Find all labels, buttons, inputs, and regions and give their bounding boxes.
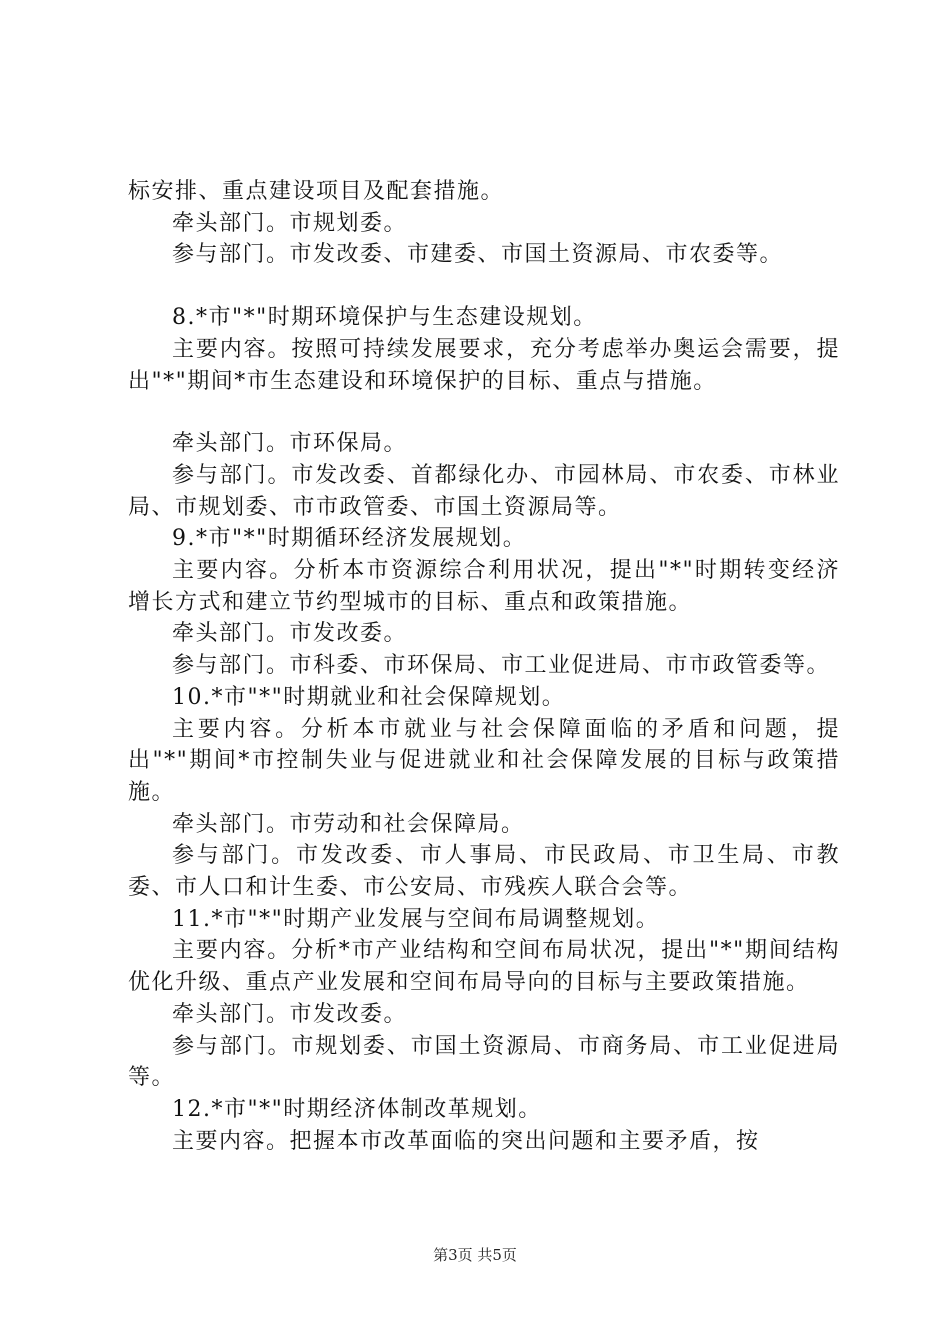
section-heading-12: 12.*市"*"时期经济体制改革规划。 (172, 1096, 542, 1122)
page-footer: 第3页 共5页 (433, 1246, 517, 1264)
lead-department: 牵头部门。市发改委。 (172, 621, 408, 647)
body-paragraph: 标安排、重点建设项目及配套措施。 (128, 179, 505, 204)
participating-departments: 参与部门。市规划委、市国土资源局、市商务局、市工业促进局等。 (128, 1033, 840, 1091)
main-content: 主要内容。把握本市改革面临的突出问题和主要矛盾，按 (172, 1128, 760, 1154)
main-content: 主要内容。分析本市资源综合利用状况，提出"*"时期转变经济增长方式和建立节约型城市的目标、重点和政策措施。 (128, 558, 840, 615)
lead-department: 牵头部门。市发改委。 (172, 1001, 408, 1027)
lead-department: 牵头部门。市环保局。 (172, 431, 408, 457)
participating-departments: 参与部门。市发改委、市人事局、市民政局、市卫生局、市教委、市人口和计生委、市公安局、市残疾人联合会等。 (128, 843, 840, 901)
lead-department: 牵头部门。市劳动和社会保障局。 (172, 811, 525, 837)
section-heading-11: 11.*市"*"时期产业发展与空间布局调整规划。 (172, 906, 660, 932)
participating-departments: 参与部门。市发改委、市建委、市国土资源局、市农委等。 (172, 242, 784, 268)
document-body (128, 176, 840, 1157)
main-content: 主要内容。按照可持续发展要求，充分考虑举办奥运会需要，提出"*"期间*市生态建设和环境保护的目标、重点与措施。 (128, 336, 840, 394)
section-heading-9: 9.*市"*"时期循环经济发展规划。 (172, 526, 527, 552)
section-heading-8: 8.*市"*"时期环境保护与生态建设规划。 (172, 305, 597, 331)
participating-departments: 参与部门。市发改委、首都绿化办、市园林局、市农委、市林业局、市规划委、市市政管委、市国土资源局等。 (128, 462, 840, 520)
lead-department: 牵头部门。市规划委。 (172, 210, 408, 236)
main-content: 主要内容。分析*市产业结构和空间布局状况，提出"*"期间结构优化升级、重点产业发展和空间布局导向的目标与主要政策措施。 (128, 938, 840, 996)
section-heading-10: 10.*市"*"时期就业和社会保障规划。 (172, 684, 566, 710)
main-content: 主要内容。分析本市就业与社会保障面临的矛盾和问题，提出"*"期间*市控制失业与促进就业和社会保障发展的目标与政策措施。 (128, 716, 840, 805)
participating-departments: 参与部门。市科委、市环保局、市工业促进局、市市政管委等。 (172, 653, 831, 679)
